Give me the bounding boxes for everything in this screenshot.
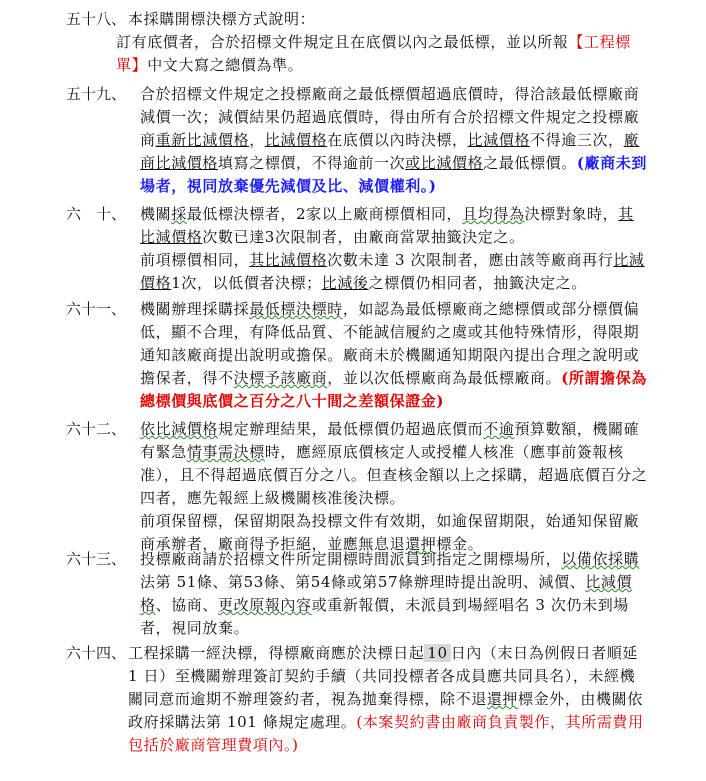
clause-text: 機關採最低標決標者，2家以上廠商標價相同，且均得為決標對象時，其比減價格次數已達3次限制者，由廠商當眾抽籤決定之。 [140, 205, 634, 246]
contract-cost-note: (本案契約書由廠商負責製作，其所需費用包括於廠商管理費項內。) [128, 713, 644, 754]
clause-text: 依比減價格規定辦理結果，最低標價仍超過底價而不逾預算數額，機關確有緊急情事需決標時，應經原底價核定人或授權人核准（應事前簽報核准），且不得超過底價百分之八。但查核金額以上之採購，超過底價百分之四者，應先報經上級機關核准後決標。 [140, 420, 648, 507]
highlighted-days: 10 [424, 644, 450, 662]
clause-number: 五十八、 [66, 10, 127, 28]
clause-text: 合於招標文件規定之投標廠商之最低標價超過底價時，得洽該最低標廠商減價一次；減價結果仍超過底價時，得由所有合於招標文件規定之投標廠商重新比減價格，比減價格在底價以內時決標，比減價格不得逾三次，廠商比減價格填寫之標價，不得逾前一次或比減價格之最低標價。(廠商未到場者，視同放棄優先減價及比、減價權利。) [140, 85, 647, 195]
clause-number: 六十三、 [66, 550, 127, 568]
bid-form-highlight: 【工程標單】 [116, 33, 631, 74]
guarantee-note: (所謂擔保為總標價與底價之百分之八十間之差額保證金) [140, 369, 647, 410]
clause-text: 投標廠商請於招標文件所定開標時間派員到指定之開標場所，以備依採購法第 51條、第53條、第54條或第57條辦理時提出說明、減價、比減價格、協商、更改原報內容或重新報價，未派員到場經唱名 3 次仍未到場者，視同放棄。 [140, 550, 640, 637]
clause-text: 機關辦理採購採最低標決標時，如認為最低標廠商之總標價或部分標價偏低，顯不合理，有降低品質、不能誠信履約之虞或其他特殊情形，得限期通知該廠商提出說明或擔保。廠商未於機關通知期限內提出合理之說明或擔保者，得不決標予該廠商，並以次低標廠商為最低標廠商。(所謂擔保為總標價與底價之百分之八十間之差額保證金) [140, 300, 647, 410]
clause-number: 六十一、 [66, 300, 127, 318]
clause-number: 五十九、 [66, 85, 127, 103]
clause-number: 六 十、 [66, 205, 127, 223]
no-show-note: (廠商未到場者，視同放棄優先減價及比、減價權利。) [140, 154, 647, 195]
clause-paragraph-2: 前項保留標，保留期限為投標文件有效期，如逾保留期限，始通知保留廠商承辦者，廠商得予拒絕，並應無息退還押標金。 [140, 512, 640, 553]
clause-number: 六十四、 [66, 644, 127, 662]
clause-text: 訂有底價者，合於招標文件規定且在底價以內之最低標，並以所報【工程標單】中文大寫之總價為準。 [116, 33, 631, 74]
clause-paragraph-2: 前項標價相同，其比減價格次數未達 3 次限制者，應由該等廠商再行比減價格1次，以低價者決標；比減後之標價仍相同者，抽籤決定之。 [140, 251, 645, 292]
clause-title: 本採購開標決標方式說明： [128, 10, 316, 28]
clause-text: 工程採購一經決標，得標廠商應於決標日起 10 日內（末日為例假日者順延 1 日）至機關辦理簽訂契約手續（共同投標者各成員應共同具名），未經機關同意而逾期不辦理簽約者，視為拋棄得標，除不退還押標金外，由機關依政府採購法第 101 條規定處理。(本案契約書由廠商負責製作，其所需費用包括於廠商管理費項內。) [128, 644, 644, 754]
clause-number: 六十二、 [66, 420, 127, 438]
